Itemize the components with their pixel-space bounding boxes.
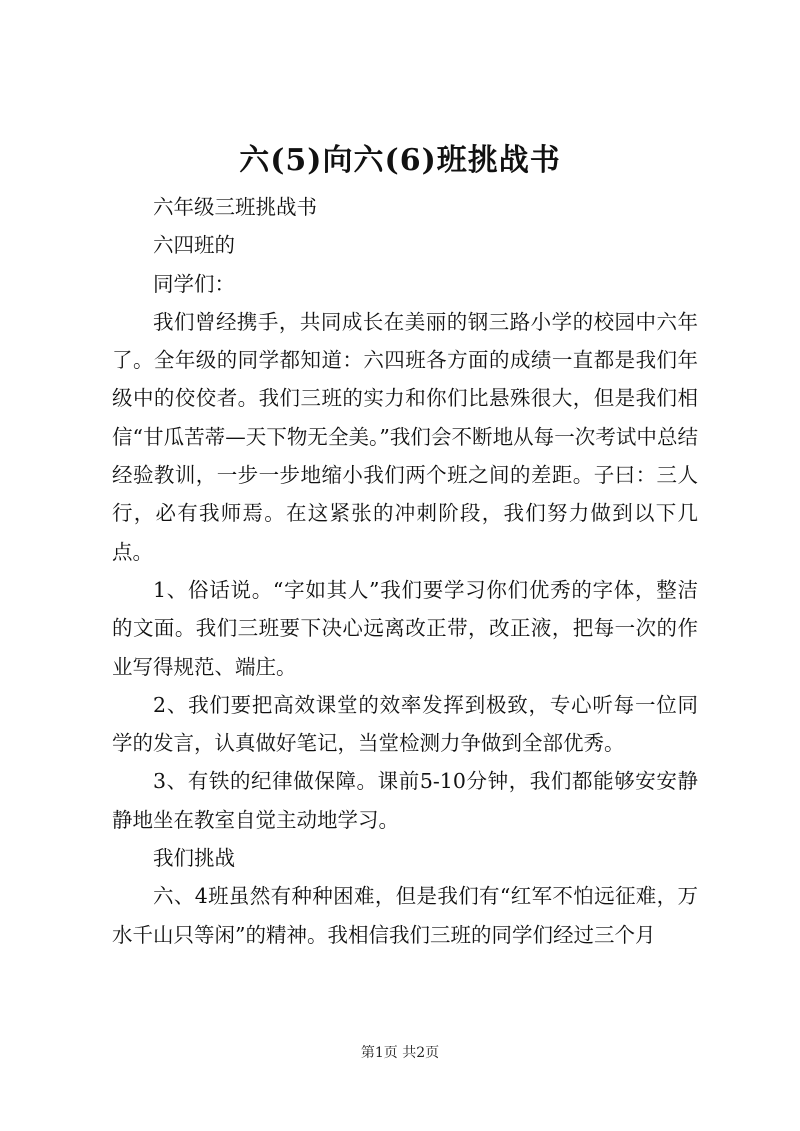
- paragraph-challenge-body: 六、4班虽然有种种困难，但是我们有“红军不怕远征难，万水千山只等闲”的精神。我相信我们三班的同学们经过三个月: [112, 884, 698, 947]
- page-footer: 第1页 共2页: [360, 1045, 440, 1061]
- document-title: 六(5)向六(6)班挑战书: [239, 143, 561, 178]
- paragraph-point-2: 2、我们要把高效课堂的效率发挥到极致，专心听每一位同学的发言，认真做好笔记，当堂检测力争做到全部优秀。: [112, 692, 698, 756]
- paragraph-greeting: 同学们：: [153, 271, 235, 296]
- paragraph-addressee-line: 六四班的: [153, 233, 235, 258]
- paragraph-intro: 我们曾经携手，共同成长在美丽的钢三路小学的校园中六年了。全年级的同学都知道：六四班各方面的成绩一直都是我们年级中的佼佼者。我们三班的实力和你们比悬殊很大，但是我们相信“甘瓜苦蒂—天下物无全美。”我们会不断地从每一次考试中总结经验教训，一步一步地缩小我们两个班之间的差距。子曰：三人行，必有我师焉。在这紧张的冲刺阶段，我们努力做到以下几点。: [112, 309, 698, 564]
- paragraph-challenge-heading: 我们挑战: [153, 846, 235, 871]
- paragraph-heading-line: 六年级三班挑战书: [153, 195, 317, 219]
- document-body: [112, 188, 698, 954]
- paragraph-point-1: 1、俗话说。“字如其人”我们要学习你们优秀的字体，整洁的文面。我们三班要下决心远离改正带，改正液，把每一次的作业写得规范、端庄。: [112, 577, 698, 679]
- paragraph-point-3: 3、有铁的纪律做保障。课前5-10分钟，我们都能够安安静静地坐在教室自觉主动地学习。: [112, 769, 698, 832]
